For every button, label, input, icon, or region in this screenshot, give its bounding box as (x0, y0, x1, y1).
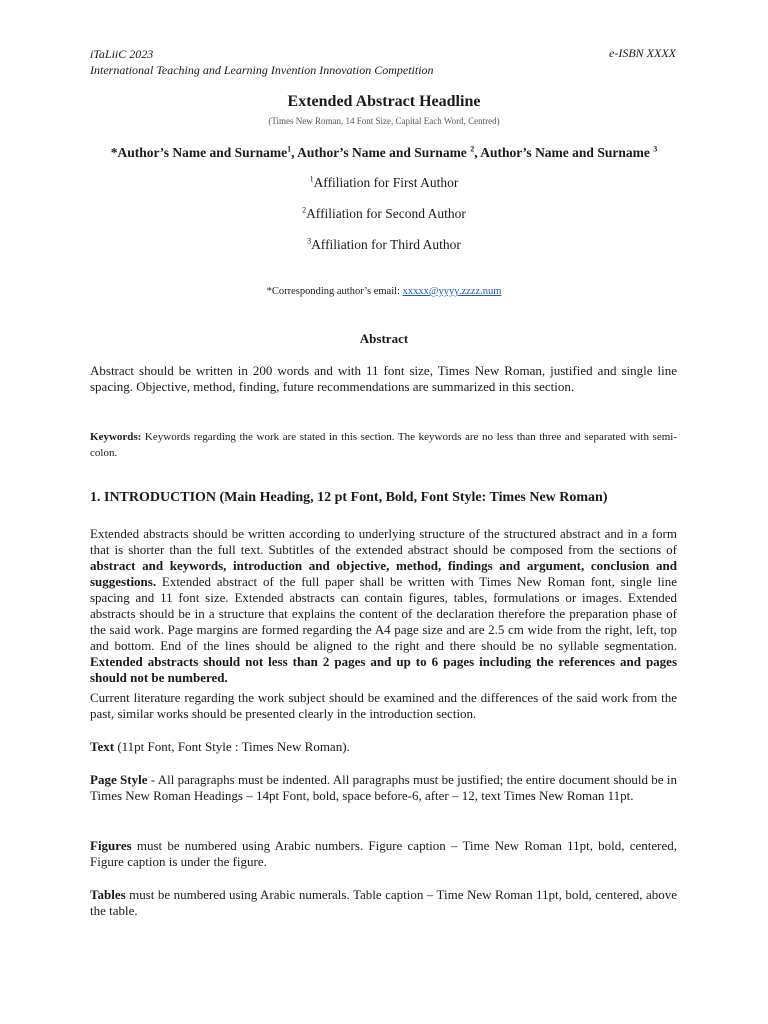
affiliation-2-sup: 2 (302, 205, 307, 215)
author-3: , Author’s Name and Surname (474, 145, 654, 160)
corresponding-author (0, 286, 768, 297)
keywords-paragraph (90, 429, 677, 461)
figures-body: must be numbered using Arabic numbers. Figure caption – Time New Roman 11pt, bold, centered, Figure caption is under the figure. (90, 838, 677, 869)
page-style-paragraph (90, 772, 677, 804)
affiliation-3-text: Affiliation for Third Author (311, 237, 461, 252)
figures-paragraph (90, 838, 677, 870)
intro-p1-text-a: Extended abstracts should be written according to underlying structure of the structured abstract and in a form that is shorter than the full text. Subtitles of the extended abstract should be composed from the sections of (90, 526, 677, 557)
conference-acronym: iTaLiiC 2023 (90, 47, 154, 61)
figures-label: Figures (90, 838, 132, 853)
author-2: , Author’s Name and Surname (291, 145, 471, 160)
text-style-paragraph (90, 739, 677, 755)
tables-label: Tables (90, 887, 126, 902)
affiliation-1-text: Affiliation for First Author (313, 175, 459, 190)
page-style-label: Page Style (90, 772, 148, 787)
affiliation-1-sup: 1 (309, 174, 314, 184)
conference-full-name: International Teaching and Learning Invention Innovation Competition (90, 63, 434, 77)
affiliation-2 (0, 206, 768, 222)
paper-title: Extended Abstract Headline (287, 93, 481, 110)
affiliation-2-text: Affiliation for Second Author (306, 206, 466, 221)
running-header (90, 46, 434, 78)
intro-paragraph-2: Current literature regarding the work subject should be examined and the differences of the said work from the past, similar works should be presented clearly in the introduction section. (90, 690, 677, 721)
text-label: Text (90, 739, 115, 754)
affiliation-1 (0, 175, 768, 191)
author-2-sup: 2 (470, 144, 475, 154)
intro-paragraph-1 (90, 526, 677, 686)
abstract-heading: Abstract (359, 331, 409, 346)
page-style-body: - All paragraphs must be indented. All paragraphs must be justified; the entire document should be in Times New Roman Headings – 14pt Font, bold, space before-6, after – 12, text Times New Roman 11pt. (90, 772, 677, 803)
author-1-sup: 1 (287, 144, 292, 154)
intro-p1-bold-sections: abstract and keywords, introduction and objective, method, findings and argument, conclusion and suggestions. (90, 558, 677, 589)
keywords-text: Keywords regarding the work are stated in this section. The keywords are no less than three and separated with semi-colon. (90, 431, 677, 459)
author-list (0, 145, 768, 161)
tables-paragraph (90, 887, 677, 919)
title-format-note: (Times New Roman, 14 Font Size, Capital Each Word, Centred) (268, 116, 500, 126)
corresponding-label: *Corresponding author’s email: (266, 286, 403, 297)
intro-p1-bold-page-limit: Extended abstracts should not less than 2 pages and up to 6 pages including the references and pages should not be numbered. (90, 654, 677, 685)
tables-body: must be numbered using Arabic numerals. Table caption – Time New Roman 11pt, bold, centered, above the table. (90, 887, 677, 918)
author-1: *Author’s Name and Surname (110, 145, 288, 160)
keywords-label: Keywords: (90, 431, 142, 443)
author-3-sup: 3 (653, 144, 658, 154)
intro-p1-text-c: Extended abstract of the full paper shall be written with Times New Roman font, single line spacing and 11 font size. Extended abstracts can contain figures, tables, formulations or images. Extended abstracts should be in a structure that explains the content of the declaration therefore the preparation phase of the said work. Page margins are formed regarding the A4 page size and are 2.5 cm wide from the right, left, top and bottom. End of the lines should be aligned to the right and there should be no syllable segmentation. (90, 574, 677, 653)
affiliation-3-sup: 3 (307, 236, 312, 246)
introduction-heading: 1. INTRODUCTION (Main Heading, 12 pt Font, Bold, Font Style: Times New Roman) (90, 490, 608, 505)
corresponding-email-link[interactable]: xxxxx@yyyy.zzzz.num (402, 286, 502, 297)
text-body: (11pt Font, Font Style : Times New Roman). (114, 739, 350, 754)
abstract-text: Abstract should be written in 200 words and with 11 font size, Times New Roman, justified and single line spacing. Objective, method, finding, future recommendations are summarized in this section. (90, 363, 677, 394)
isbn: e-ISBN XXXX (609, 46, 676, 60)
affiliation-3 (0, 237, 768, 253)
